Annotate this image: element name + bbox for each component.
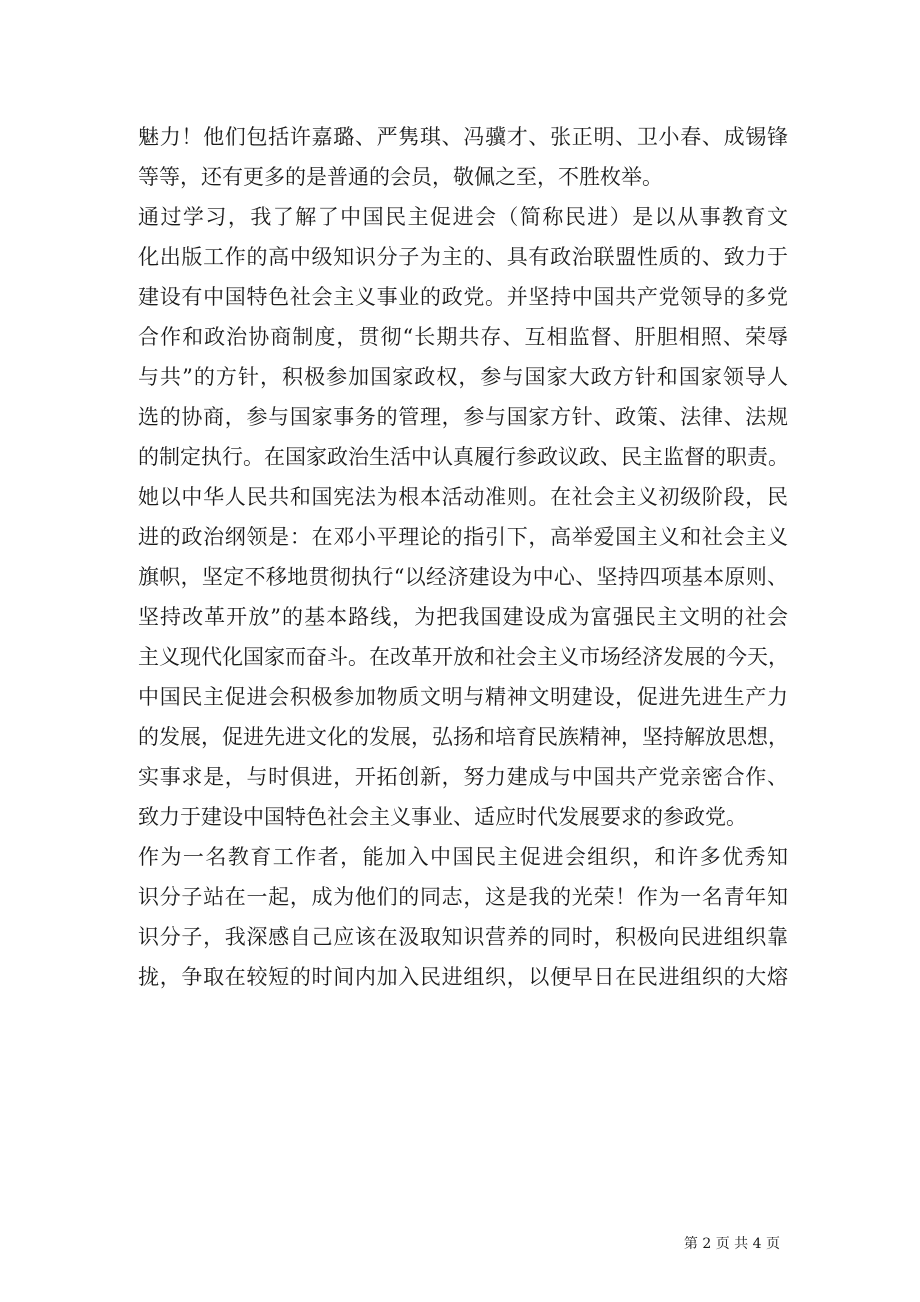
text-line: 化出版工作的高中级知识分子为主的、具有政治联盟性质的、致力于: [138, 245, 788, 269]
text-line: 拢，争取在较短的时间内加入民进组织，以便早日在民进组织的大熔: [138, 965, 788, 989]
text-line: 通过学习，我了解了中国民主促进会（简称民进）是以从事教育文: [138, 205, 788, 229]
text-line: 等等，还有更多的是普通的会员，敬佩之至，不胜枚举。: [138, 165, 663, 189]
text-line: 致力于建设中国特色社会主义事业、适应时代发展要求的参政党。: [138, 805, 747, 829]
text-line: 实事求是，与时俱进，开拓创新，努力建成与中国共产党亲密合作、: [138, 765, 788, 789]
text-line: 主义现代化国家而奋斗。在改革开放和社会主义市场经济发展的今天，: [138, 645, 789, 669]
paragraph-1: [138, 117, 788, 197]
document-body: [138, 117, 788, 997]
paragraph-2: [138, 197, 788, 837]
text-line: 的制定执行。在国家政治生活中认真履行参政议政、民主监督的职责。: [138, 445, 789, 469]
page-number: 第 2 页 共 4 页: [683, 1236, 780, 1252]
text-line: 合作和政治协商制度，贯彻“长期共存、互相监督、肝胆相照、荣辱: [138, 325, 788, 349]
text-line: 作为一名教育工作者，能加入中国民主促进会组织，和许多优秀知: [138, 845, 788, 869]
text-line: 坚持改革开放”的基本路线，为把我国建设成为富强民主文明的社会: [138, 605, 788, 629]
text-line: 进的政治纲领是：在邓小平理论的指引下，高举爱国主义和社会主义: [138, 525, 788, 549]
paragraph-3: [138, 837, 788, 997]
page-footer: [0, 1229, 920, 1259]
text-line: 建设有中国特色社会主义事业的政党。并坚持中国共产党领导的多党: [138, 285, 788, 309]
text-line: 识分子，我深感自己应该在汲取知识营养的同时，积极向民进组织靠: [138, 925, 788, 949]
text-line: 旗帜，坚定不移地贯彻执行“以经济建设为中心、坚持四项基本原则、: [138, 565, 788, 589]
text-line: 与共”的方针，积极参加国家政权，参与国家大政方针和国家领导人: [138, 365, 788, 389]
text-line: 的发展，促进先进文化的发展，弘扬和培育民族精神，坚持解放思想，: [138, 725, 789, 749]
text-line: 她以中华人民共和国宪法为根本活动准则。在社会主义初级阶段，民: [138, 485, 788, 509]
text-line: 识分子站在一起，成为他们的同志，这是我的光荣！作为一名青年知: [138, 885, 788, 909]
text-line: 选的协商，参与国家事务的管理，参与国家方针、政策、法律、法规: [138, 405, 788, 429]
text-line: 魅力！他们包括许嘉璐、严隽琪、冯骥才、张正明、卫小春、成锡锋: [138, 125, 788, 149]
text-line: 中国民主促进会积极参加物质文明与精神文明建设，促进先进生产力: [138, 685, 788, 709]
